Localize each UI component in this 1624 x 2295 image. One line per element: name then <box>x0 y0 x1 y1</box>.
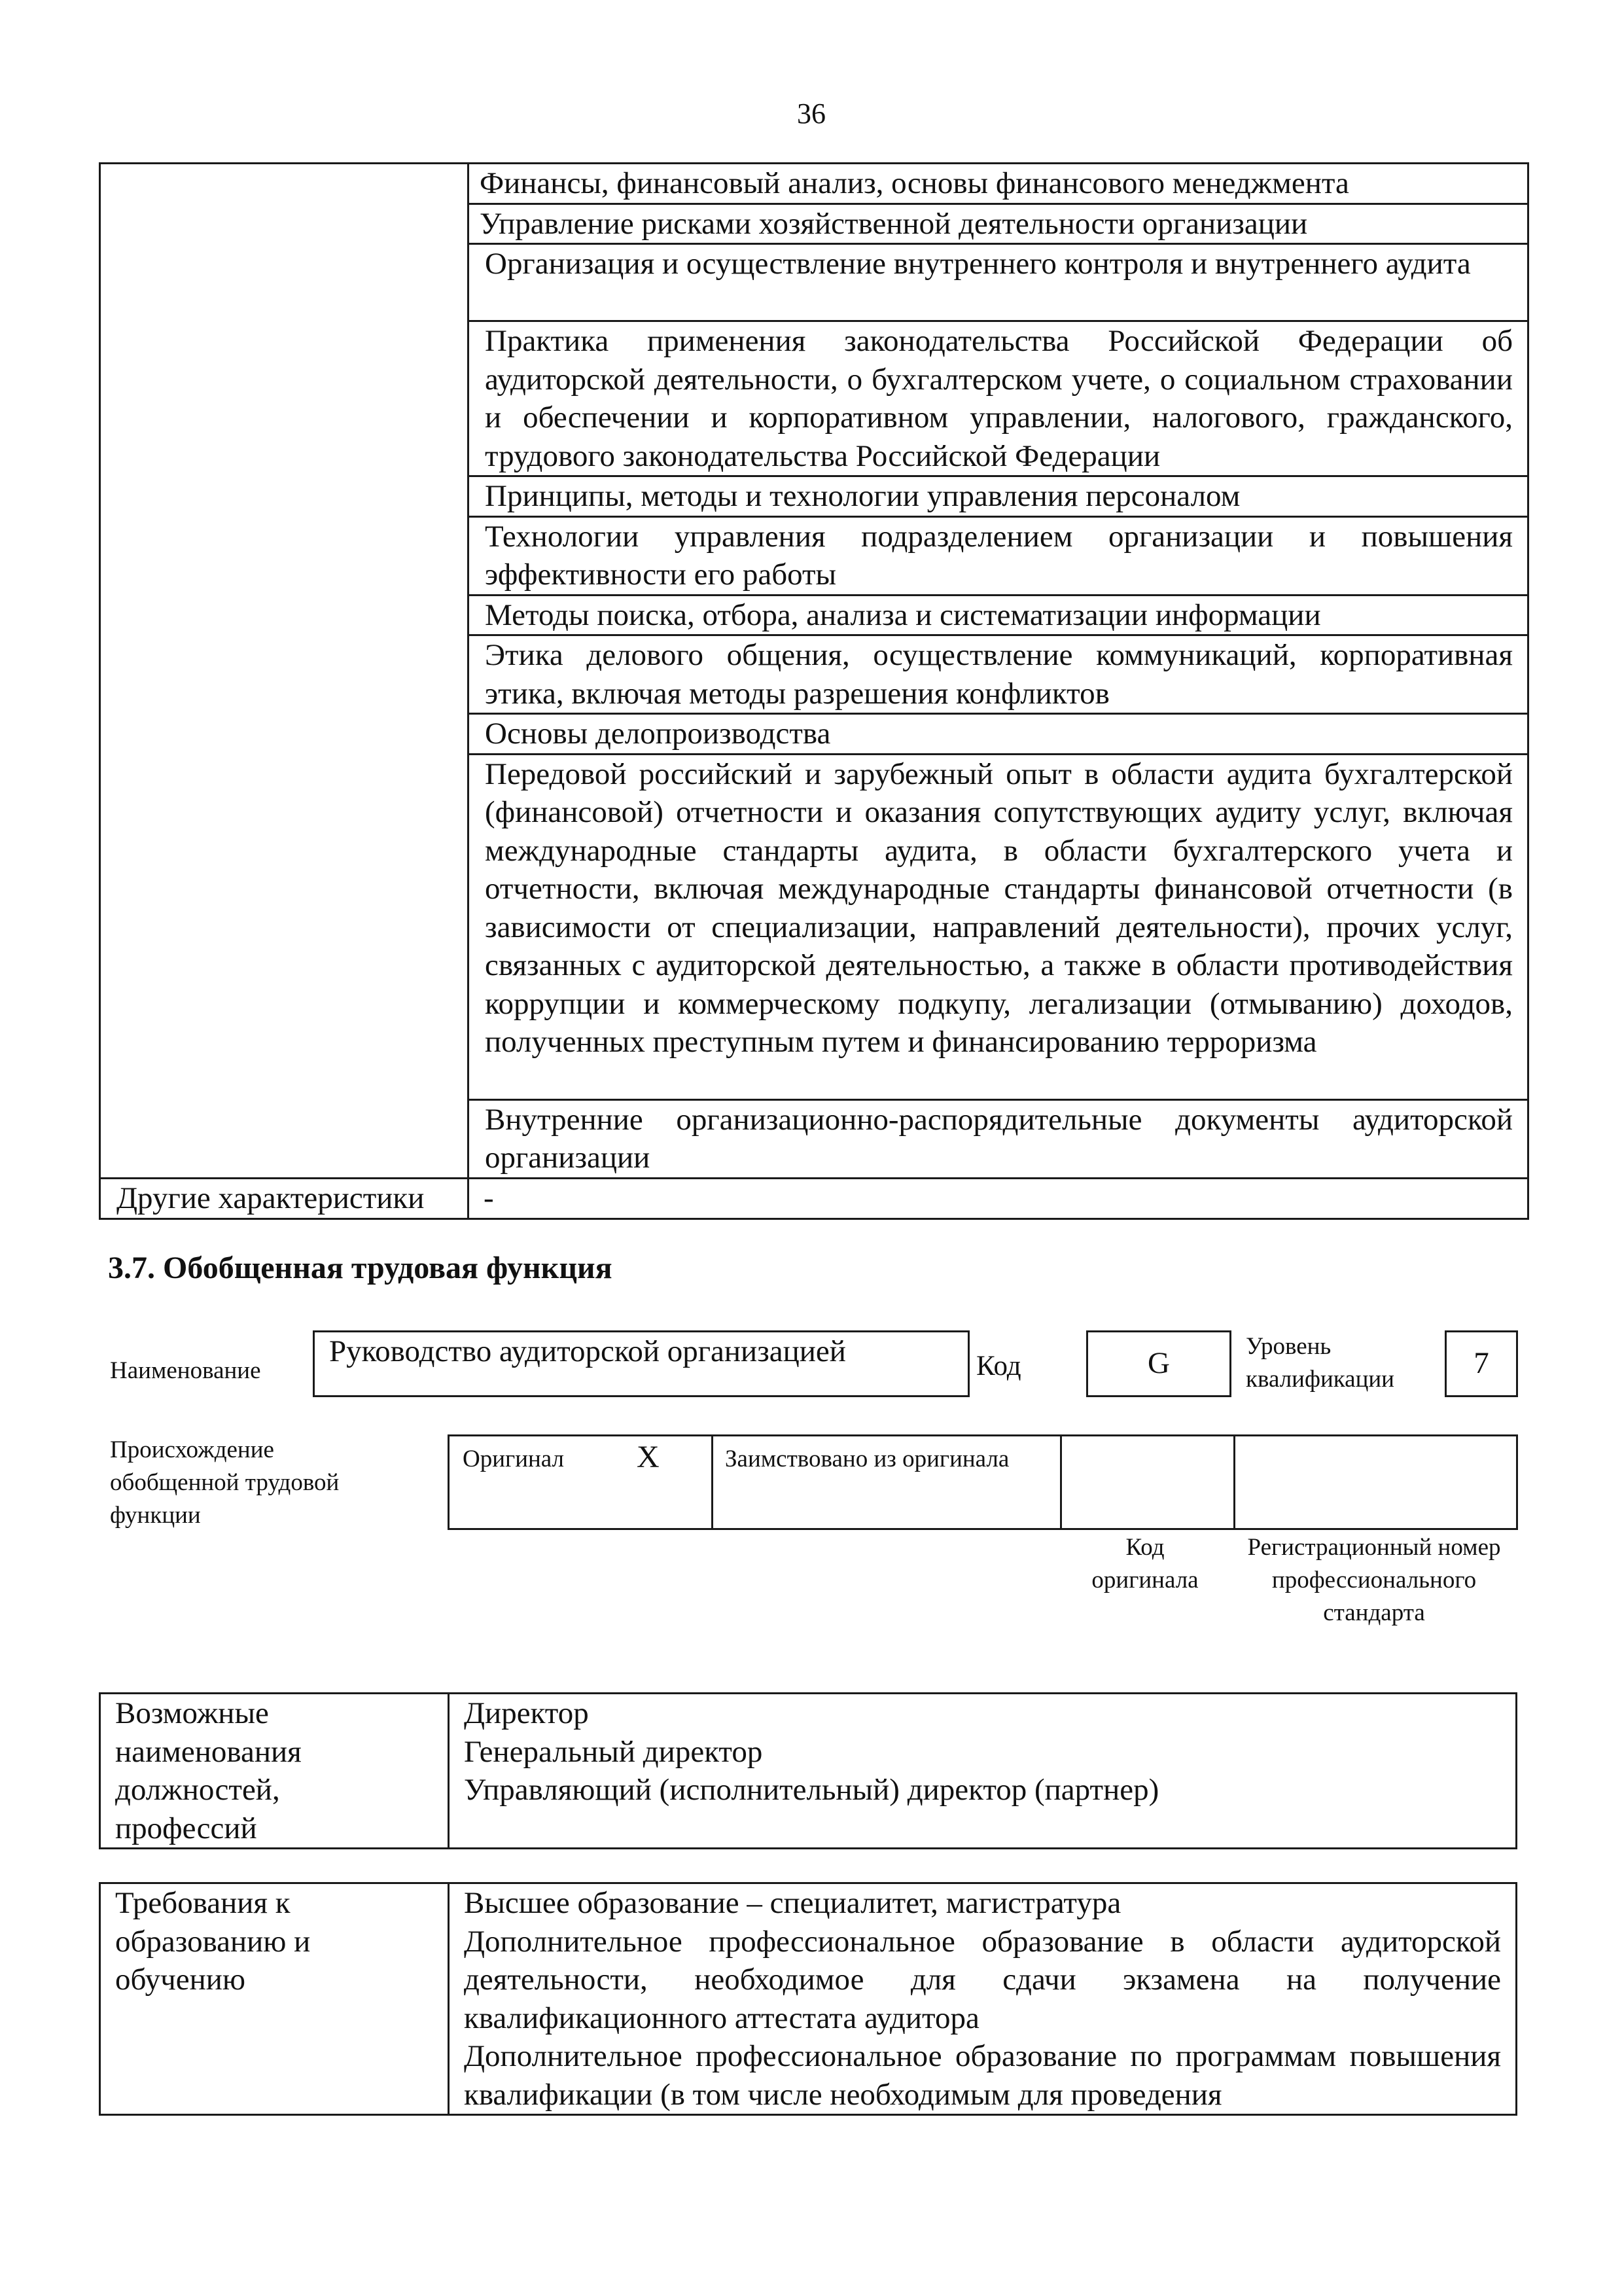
knowledge-label-cell <box>100 164 468 1179</box>
level-value-box <box>1445 1330 1518 1397</box>
education-label-cell <box>100 1883 449 2115</box>
position-item: Генеральный директор <box>464 1734 763 1769</box>
name-value-box <box>313 1330 970 1397</box>
section-heading: 3.7. Обобщенная трудовая функция <box>108 1251 612 1285</box>
original-code-cell <box>1061 1436 1235 1529</box>
knowledge-item: Практика применения законодательства Российской Федерации об аудиторской деятельности, о бухгалтерском учете, о социальном страховании и обеспечении и корпоративном управлении, налогового, гражданского, трудового законодательства Российской Федерации <box>468 321 1528 476</box>
knowledge-item: Основы делопроизводства <box>468 714 1528 755</box>
code-value: G <box>1148 1346 1170 1380</box>
name-label: Наименование <box>110 1357 261 1384</box>
education-table <box>99 1882 1517 2116</box>
original-mark: X <box>637 1440 660 1474</box>
code-value-box <box>1086 1330 1231 1397</box>
positions-label-cell <box>100 1694 449 1849</box>
borrowed-label: Заимствовано из оригинала <box>725 1446 1010 1472</box>
knowledge-item: Этика делового общения, осуществление коммуникаций, корпоративная этика, включая методы разрешения конфликтов <box>468 635 1528 714</box>
borrowed-cell <box>713 1436 1061 1529</box>
other-characteristics-label: Другие характеристики <box>100 1178 468 1219</box>
level-label: Уровень квалификации <box>1246 1333 1394 1393</box>
education-values-cell <box>449 1883 1517 2115</box>
code-caption: Код оригинала <box>1091 1534 1199 1593</box>
position-item: Директор <box>464 1696 589 1730</box>
positions-label: Возможные наименования должностей, профессий <box>115 1696 302 1845</box>
positions-values-cell <box>449 1694 1517 1849</box>
knowledge-table <box>99 162 1529 1220</box>
original-cell <box>449 1436 713 1529</box>
knowledge-item: Передовой российский и зарубежный опыт в области аудита бухгалтерской (финансовой) отчетности и оказания сопутствующих аудиту услуг, включая международные стандарты аудита, в области бухгалтерского учета и отчетности, включая международные стандарты финансовой отчетности (в зависимости от специализации, направлений деятельности), прочих услуг, связанных с аудиторской деятельностью, а также в области противодействия коррупции и коммерческому подкупу, легализации (отмыванию) доходов, полученных преступным путем и финансированию терроризма <box>468 754 1528 1099</box>
position-item: Управляющий (исполнительный) директор (партнер) <box>464 1773 1159 1807</box>
education-item: Дополнительное профессиональное образование в области аудиторской деятельности, необходимое для сдачи экзамена на получение квалификационного аттестата аудитора <box>464 1924 1501 2035</box>
positions-table <box>99 1692 1517 1849</box>
education-item: Дополнительное профессиональное образование по программам повышения квалификации (в том числе необходимым для проведения <box>464 2039 1501 2112</box>
other-characteristics-value: - <box>468 1178 1528 1219</box>
knowledge-item: Принципы, методы и технологии управления персоналом <box>468 476 1528 517</box>
knowledge-item: Технологии управления подразделением организации и повышения эффективности его работы <box>468 516 1528 595</box>
origin-table <box>448 1434 1518 1530</box>
education-label: Требования к образованию и обучению <box>115 1886 311 1997</box>
origin-label: Происхождение обобщенной трудовой функции <box>110 1436 340 1529</box>
knowledge-item: Методы поиска, отбора, анализа и систематизации информации <box>468 595 1528 635</box>
code-label: Код <box>976 1351 1021 1381</box>
reg-caption: Регистрационный номер профессионального стандарта <box>1247 1534 1501 1626</box>
level-value: 7 <box>1474 1346 1489 1380</box>
knowledge-item: Управление рисками хозяйственной деятельности организации <box>468 204 1528 244</box>
name-value: Руководство аудиторской организацией <box>329 1334 846 1368</box>
page-number: 36 <box>797 98 826 130</box>
knowledge-item: Внутренние организационно-распорядительные документы аудиторской организации <box>468 1099 1528 1178</box>
original-label: Оригинал <box>463 1446 565 1472</box>
reg-number-cell <box>1235 1436 1517 1529</box>
knowledge-item: Организация и осуществление внутреннего контроля и внутреннего аудита <box>468 244 1528 321</box>
knowledge-item: Финансы, финансовый анализ, основы финансового менеджмента <box>468 164 1528 204</box>
education-item: Высшее образование – специалитет, магистратура <box>464 1886 1121 1920</box>
